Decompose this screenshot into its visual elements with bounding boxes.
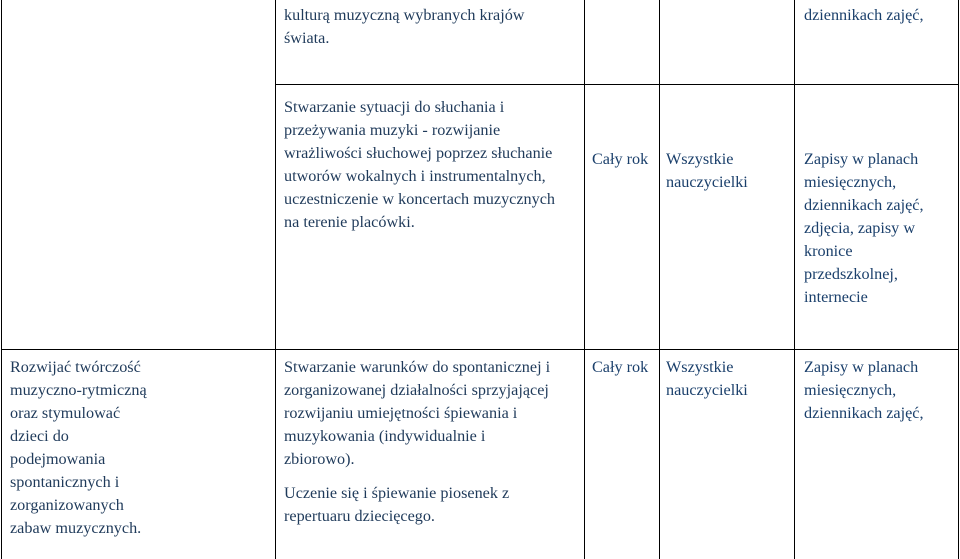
text-line: wrażliwości słuchowej poprzez słuchanie [284,144,553,162]
text-line: dzieci do [10,427,69,445]
text-line: dziennikach zajęć, [804,196,924,214]
text-line: Zapisy w planach [804,150,919,168]
text-line: na terenie placówki. [284,213,415,231]
top-activity-cell [284,4,576,50]
text-line: zdjęcia, zapisy w [804,219,916,237]
row3-activity-cell [284,356,582,528]
text-line: Cały rok [592,358,649,376]
text-line: uczestniczenie w koncertach muzycznych [284,190,555,208]
text-line: dziennikach zajęć, [804,404,924,422]
text-line: miesięcznych, [804,173,897,191]
text-line: przeżywania muzyki - rozwijanie [284,121,501,139]
text-line: muzykowania (indywidualnie i [284,427,486,445]
paragraph-gap [284,471,582,482]
row3-goal-cell [10,356,272,540]
text-line: przedszkolnej, [804,265,898,283]
text-line: Cały rok [592,150,649,168]
text-line: Rozwijać twórczość [10,358,141,376]
row3-responsible-cell [666,356,792,402]
text-line: Uczenie się i śpiewanie piosenek z [284,484,510,502]
text-line: Wszystkie [666,150,734,168]
top-documentation-cell [804,4,954,27]
row2-activity-cell [284,96,580,234]
text-line: kronice [804,242,853,260]
row-divider-2 [1,349,959,350]
text-line: dziennikach zajęć, [804,6,924,24]
text-line: nauczycielki [666,381,748,399]
text-line: muzyczno-rytmiczną [10,381,147,399]
text-line: Stwarzanie sytuacji do słuchania i [284,98,505,116]
text-line: zabaw muzycznych. [10,519,142,537]
text-line: nauczycielki [666,173,748,191]
text-line: zorganizowanej działalności sprzyjającej [284,381,549,399]
text-line: miesięcznych, [804,381,897,399]
text-line: zbiorowo). [284,450,355,468]
text-line: świata. [284,29,330,47]
table-border-left [1,0,2,559]
row2-term-cell [592,148,658,171]
row3-term-cell [592,356,658,379]
text-line: kulturą muzyczną wybranych krajów [284,6,525,24]
text-line: oraz stymulować [10,404,121,422]
text-line: Zapisy w planach [804,358,919,376]
text-line: utworów wokalnych i instrumentalnych, [284,167,546,185]
text-line: spontanicznych i [10,473,120,491]
row2-documentation-cell [804,148,956,309]
text-line: internecie [804,288,868,306]
row-divider-1 [275,84,959,85]
text-line: zorganizowanych [10,496,124,514]
text-line: podejmowania [10,450,106,468]
text-line: Stwarzanie warunków do spontanicznej i [284,358,551,376]
row2-responsible-cell [666,148,792,194]
text-line: Wszystkie [666,358,734,376]
text-line: rozwijaniu umiejętności śpiewania i [284,404,518,422]
text-line: repertuaru dziecięcego. [284,507,435,525]
row3-documentation-cell [804,356,956,425]
